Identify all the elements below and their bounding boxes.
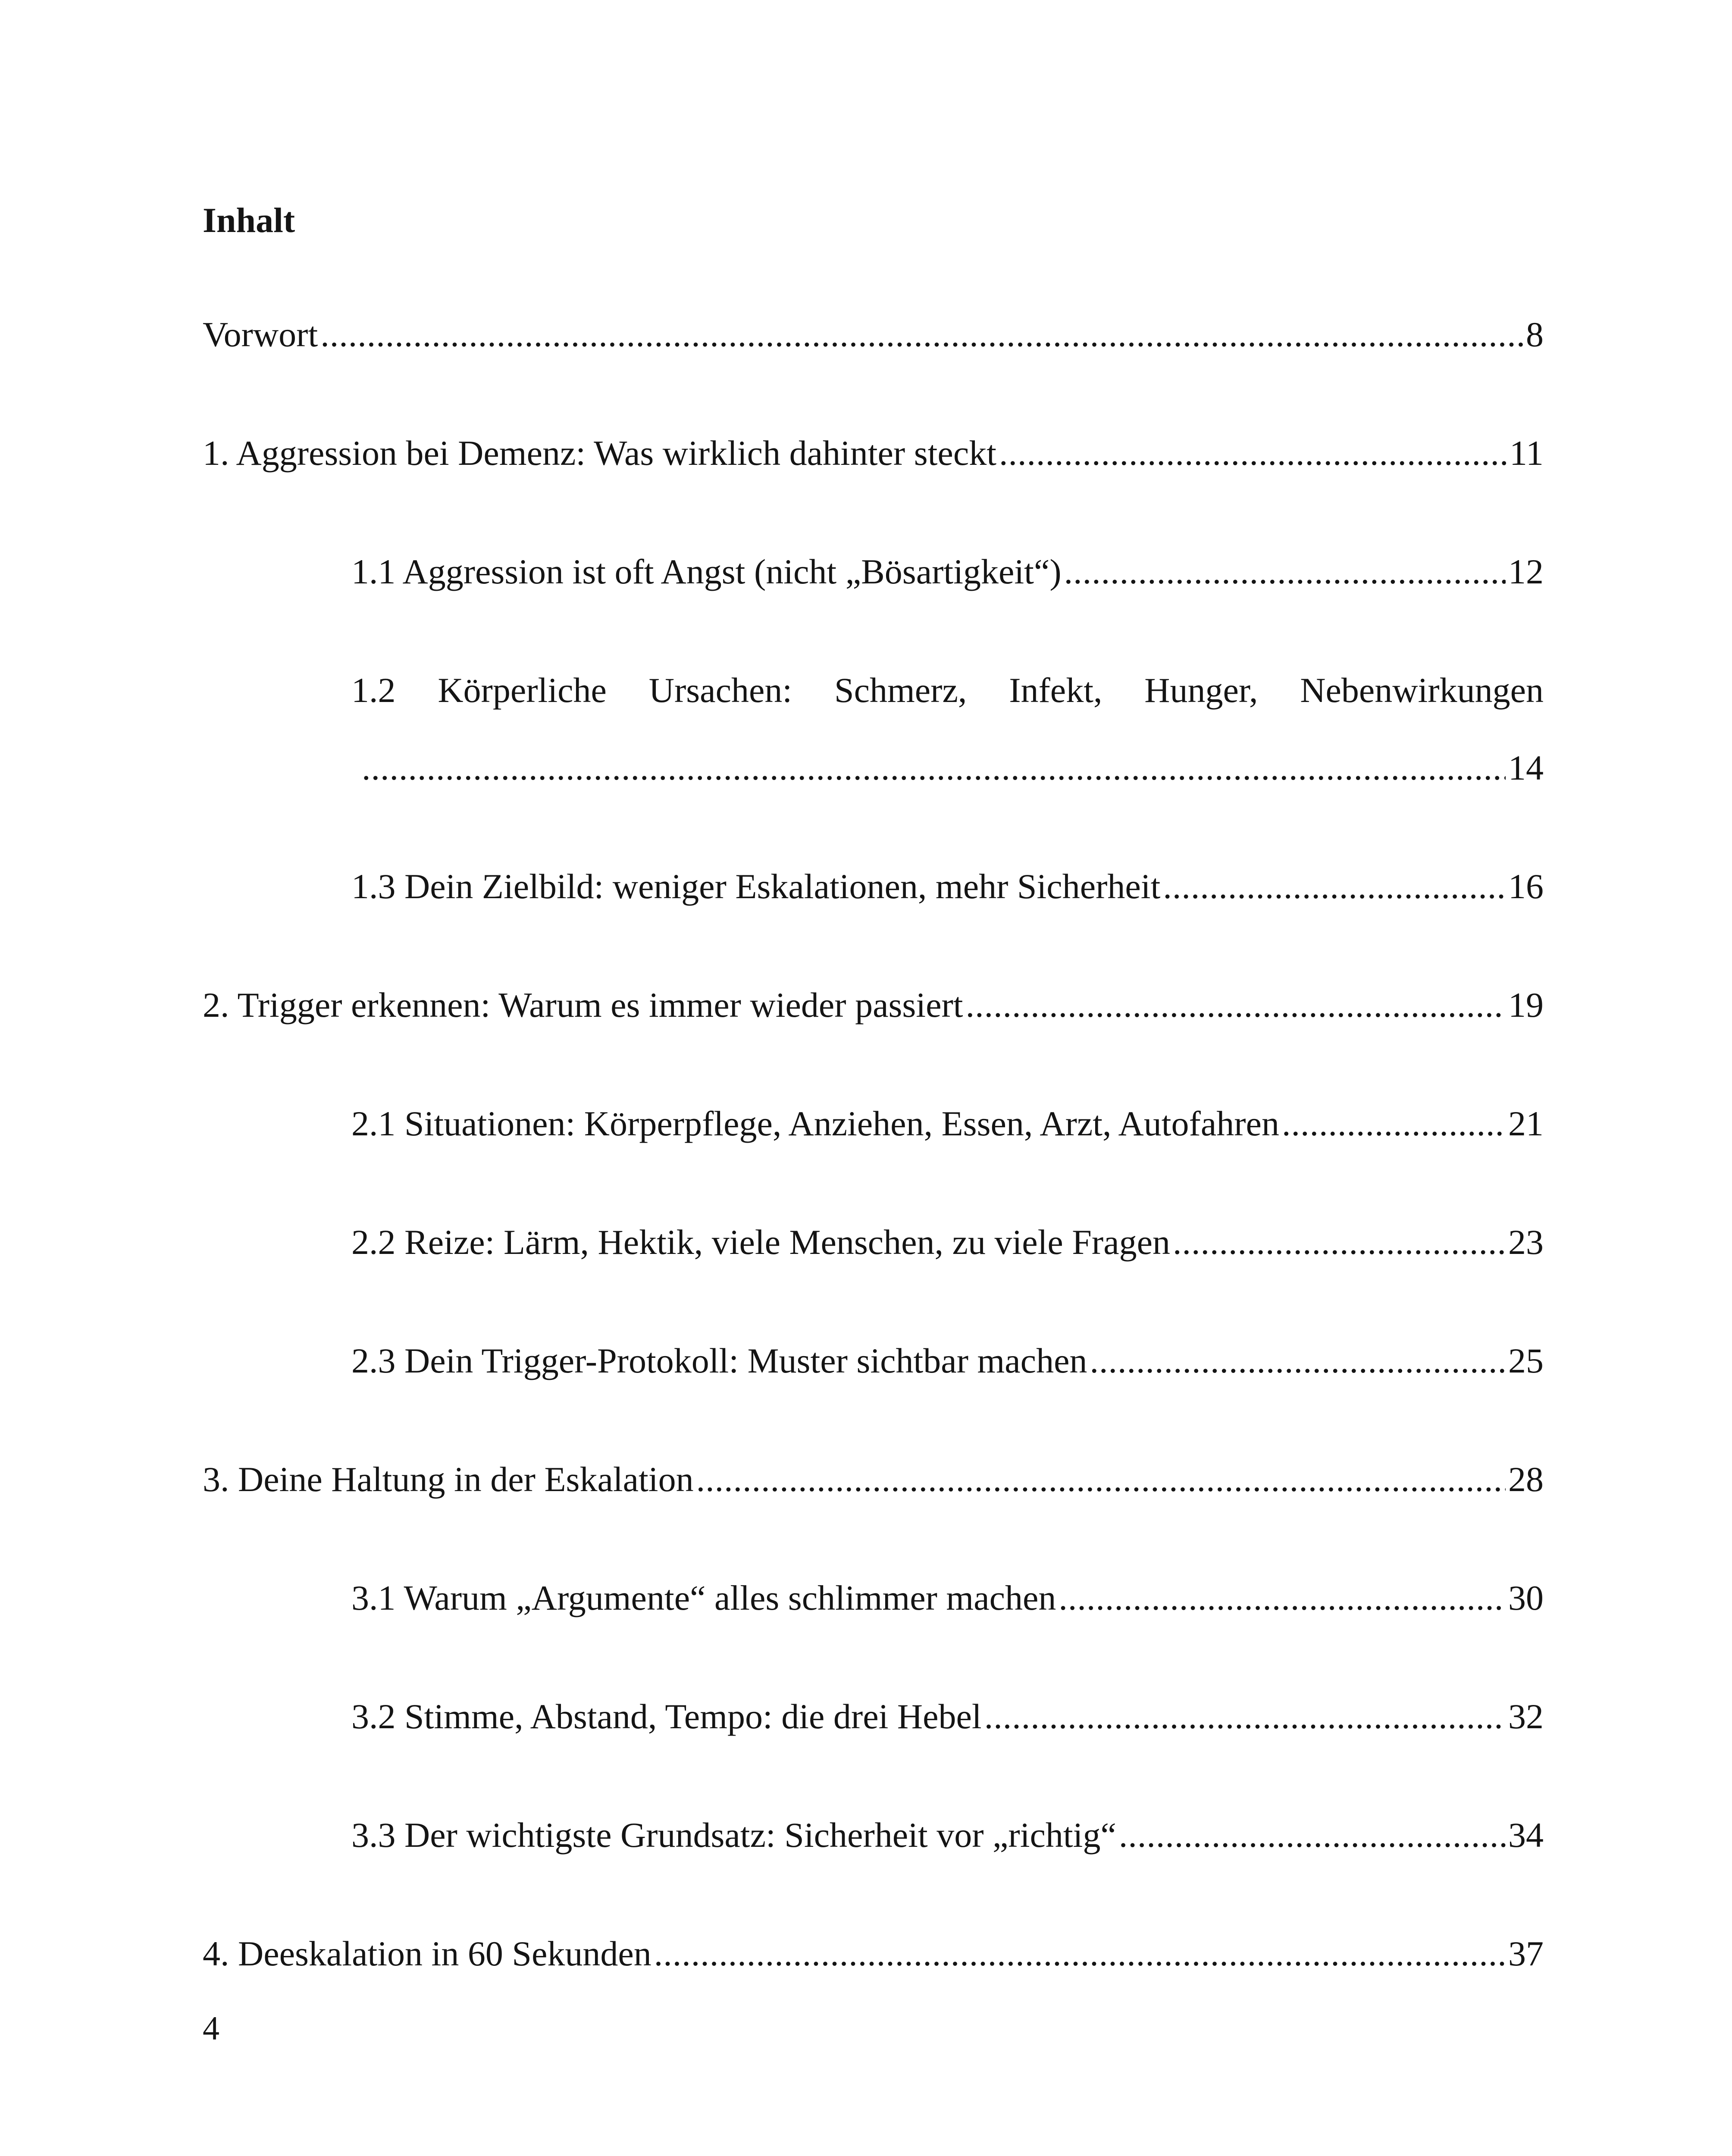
dot-leader — [1059, 1580, 1506, 1616]
dot-leader — [362, 750, 1506, 786]
toc-entry-vorwort[interactable] — [203, 317, 1544, 352]
toc-entry-label: 3. Deine Haltung in der Eskalation — [203, 1460, 694, 1499]
toc-entry-label: 1.1 Aggression ist oft Angst (nicht „Bösartigkeit“) — [351, 552, 1062, 591]
toc-entry-page-number: 8 — [1526, 315, 1544, 354]
page-number: 4 — [203, 2009, 219, 2047]
toc-entry-label: 2.2 Reize: Lärm, Hektik, viele Menschen, zu viele Fragen — [351, 1222, 1171, 1262]
toc-entry-label: 3.3 Der wichtigste Grundsatz: Sicherheit vor „richtig“ — [351, 1815, 1116, 1855]
toc-entry-page-number: 16 — [1508, 867, 1544, 906]
toc-entry-page-number: 30 — [1508, 1578, 1544, 1617]
toc-entry-section-2-2[interactable] — [351, 1222, 1544, 1262]
dot-leader — [696, 1462, 1506, 1497]
dot-leader — [966, 987, 1506, 1023]
toc-entry-label: 4. Deeskalation in 60 Sekunden — [203, 1934, 651, 1973]
toc-entry-label: 2.1 Situationen: Körperpflege, Anziehen, Essen, Arzt, Autofahren — [351, 1104, 1279, 1143]
toc-entry-chapter-3[interactable] — [203, 1462, 1544, 1497]
dot-leader — [1119, 1818, 1506, 1853]
toc-entry-page-number: 23 — [1508, 1222, 1544, 1262]
dot-leader — [1282, 1106, 1506, 1141]
toc-entry-section-1-1[interactable] — [351, 554, 1544, 589]
toc-entry-page-number: 12 — [1508, 552, 1544, 591]
dot-leader — [984, 1699, 1506, 1734]
toc-entry-label: 1.3 Dein Zielbild: weniger Eskalationen, mehr Sicherheit — [351, 867, 1161, 906]
toc-entry-page-number: 34 — [1508, 1815, 1544, 1855]
toc-entry-leader-line — [351, 750, 1544, 786]
toc-entry-label: 1. Aggression bei Demenz: Was wirklich dahinter steckt — [203, 433, 996, 473]
toc-entry-section-2-3[interactable] — [351, 1343, 1544, 1379]
toc-entry-label: 2. Trigger erkennen: Warum es immer wieder passiert — [203, 985, 963, 1025]
toc-entry-section-3-3[interactable] — [351, 1815, 1544, 1855]
toc-entry-page-number: 32 — [1508, 1697, 1544, 1736]
toc-entry-chapter-4[interactable] — [203, 1936, 1544, 1971]
toc-entry-section-1-3[interactable] — [351, 869, 1544, 904]
dot-leader — [654, 1936, 1506, 1971]
toc-entry-section-3-1[interactable] — [351, 1580, 1544, 1616]
dot-leader — [1173, 1225, 1506, 1260]
dot-leader — [1064, 554, 1506, 589]
toc-entry-page-number: 21 — [1508, 1104, 1544, 1143]
toc-entry-label: 2.3 Dein Trigger-Protokoll: Muster sichtbar machen — [351, 1341, 1087, 1380]
toc-heading: Inhalt — [203, 201, 295, 240]
toc-entry-label: 3.2 Stimme, Abstand, Tempo: die drei Hebel — [351, 1697, 982, 1736]
dot-leader — [999, 436, 1507, 471]
dot-leader — [1163, 869, 1506, 904]
dot-leader — [1090, 1343, 1506, 1379]
toc-entry-page-number: 28 — [1508, 1460, 1544, 1499]
toc-entry-section-3-2[interactable] — [351, 1699, 1544, 1734]
toc-entry-page-number: 25 — [1508, 1341, 1544, 1380]
toc-entry-section-2-1[interactable] — [351, 1106, 1544, 1141]
toc-entry-chapter-2[interactable] — [203, 987, 1544, 1023]
toc-entry-chapter-1[interactable] — [203, 433, 1544, 473]
toc-entry-page-number: 37 — [1508, 1934, 1544, 1973]
toc-entry-label: Vorwort — [203, 315, 318, 354]
toc-entry-page-number: 19 — [1508, 985, 1544, 1025]
toc-entry-label: 1.2 Körperliche Ursachen: Schmerz, Infekt, Hunger, Nebenwirkungen — [351, 671, 1544, 710]
toc-entry-page-number: 14 — [1508, 748, 1544, 787]
dot-leader — [320, 317, 1523, 352]
toc-entry-label: 3.1 Warum „Argumente“ alles schlimmer machen — [351, 1578, 1056, 1617]
toc-entry-section-1-2[interactable] — [351, 673, 1544, 786]
toc-entry-page-number: 11 — [1510, 433, 1544, 473]
